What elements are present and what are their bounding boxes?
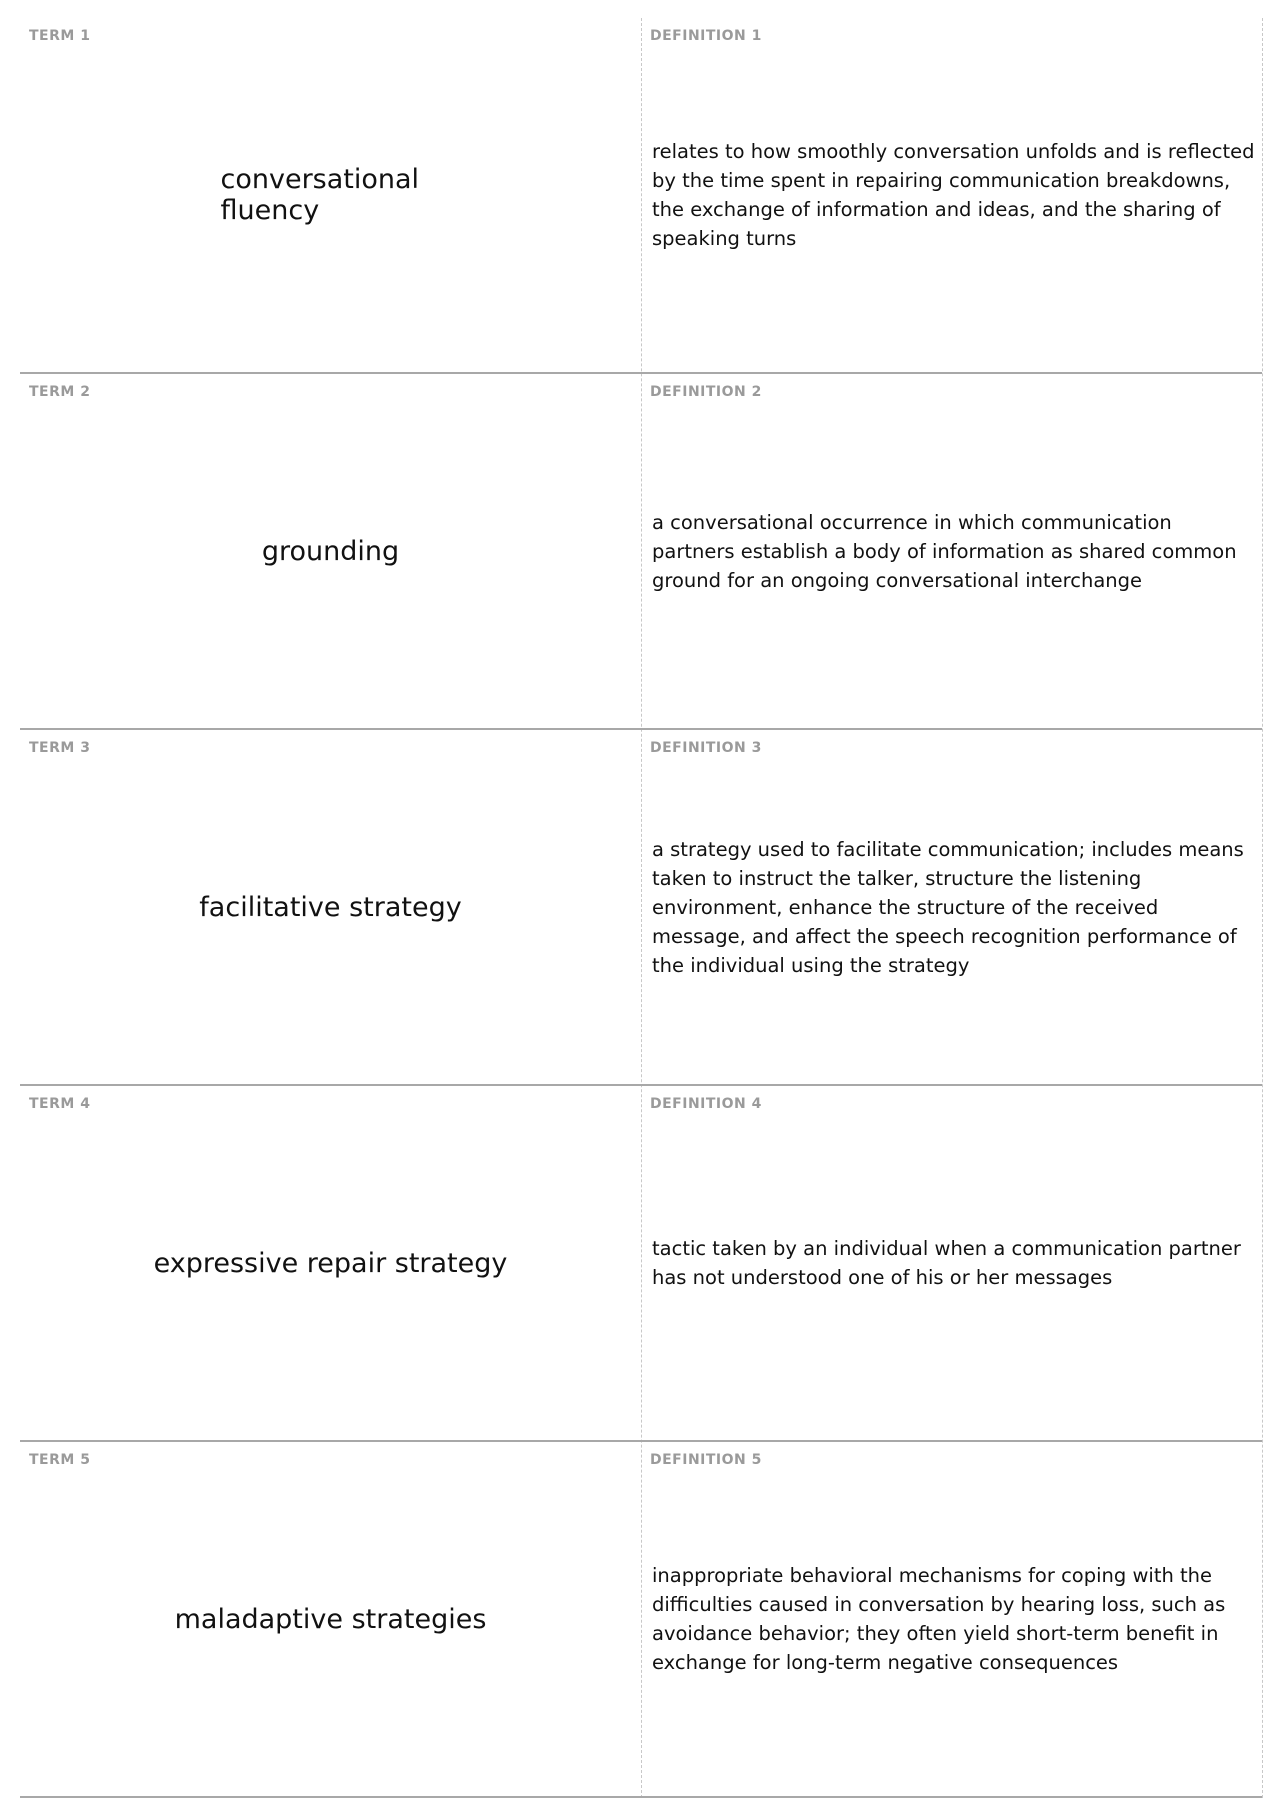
card-row bbox=[20, 1086, 1262, 1442]
definition-cell bbox=[641, 1442, 1262, 1796]
term-text: conversational fluency bbox=[220, 164, 420, 226]
definition-text-container bbox=[652, 1086, 1256, 1440]
term-cell bbox=[20, 374, 641, 728]
term-text-container bbox=[20, 1086, 641, 1440]
definition-text: a strategy used to facilitate communication; includes means taken to instruct the talker, structure the listening environment, enhance the structure of the received message, and affect the speech recognition performance of the individual using the strategy bbox=[652, 837, 1244, 977]
card-row bbox=[20, 18, 1262, 374]
term-label: TERM 3 bbox=[29, 740, 91, 756]
term-label: TERM 1 bbox=[29, 28, 91, 44]
term-text-container bbox=[20, 730, 641, 1084]
definition-cell bbox=[641, 374, 1262, 728]
definition-text-container bbox=[652, 730, 1256, 1084]
term-cell bbox=[20, 18, 641, 372]
term-cell bbox=[20, 1086, 641, 1440]
card-row bbox=[20, 374, 1262, 730]
card-row bbox=[20, 1442, 1262, 1798]
term-cell bbox=[20, 730, 641, 1084]
definition-cell bbox=[641, 730, 1262, 1084]
definition-cell bbox=[641, 18, 1262, 372]
term-text: facilitative strategy bbox=[199, 891, 462, 923]
term-cell bbox=[20, 1442, 641, 1796]
term-text: maladaptive strategies bbox=[174, 1603, 487, 1635]
definition-cell bbox=[641, 1086, 1262, 1440]
term-text-container bbox=[20, 374, 641, 728]
definition-text: tactic taken by an individual when a communication partner has not understood one of his or her messages bbox=[652, 1237, 1241, 1289]
term-text-container bbox=[20, 1442, 641, 1796]
definition-label: DEFINITION 4 bbox=[650, 1096, 762, 1112]
term-label: TERM 5 bbox=[29, 1452, 91, 1468]
card-row bbox=[20, 730, 1262, 1086]
definition-label: DEFINITION 5 bbox=[650, 1452, 762, 1468]
term-text-container bbox=[20, 18, 641, 372]
term-text: expressive repair strategy bbox=[153, 1247, 508, 1279]
definition-text: a conversational occurrence in which communication partners establish a body of information as shared common ground for an ongoing conversational interchange bbox=[652, 510, 1237, 592]
definition-text-container bbox=[652, 18, 1256, 372]
term-text: grounding bbox=[261, 535, 400, 567]
flashcard-sheet bbox=[20, 18, 1263, 1798]
definition-text-container bbox=[652, 1442, 1256, 1796]
definition-text-container bbox=[652, 374, 1256, 728]
term-label: TERM 2 bbox=[29, 384, 91, 400]
definition-label: DEFINITION 1 bbox=[650, 28, 762, 44]
definition-text: relates to how smoothly conversation unfolds and is reflected by the time spent in repairing communication breakdowns, the exchange of information and ideas, and the sharing of speaking turns bbox=[652, 140, 1255, 250]
definition-text: inappropriate behavioral mechanisms for coping with the difficulties caused in conversation by hearing loss, such as avoidance behavior; they often yield short-term benefit in exchange for long-term negative consequences bbox=[652, 1564, 1226, 1674]
definition-label: DEFINITION 3 bbox=[650, 740, 762, 756]
definition-label: DEFINITION 2 bbox=[650, 384, 762, 400]
term-label: TERM 4 bbox=[29, 1096, 91, 1112]
